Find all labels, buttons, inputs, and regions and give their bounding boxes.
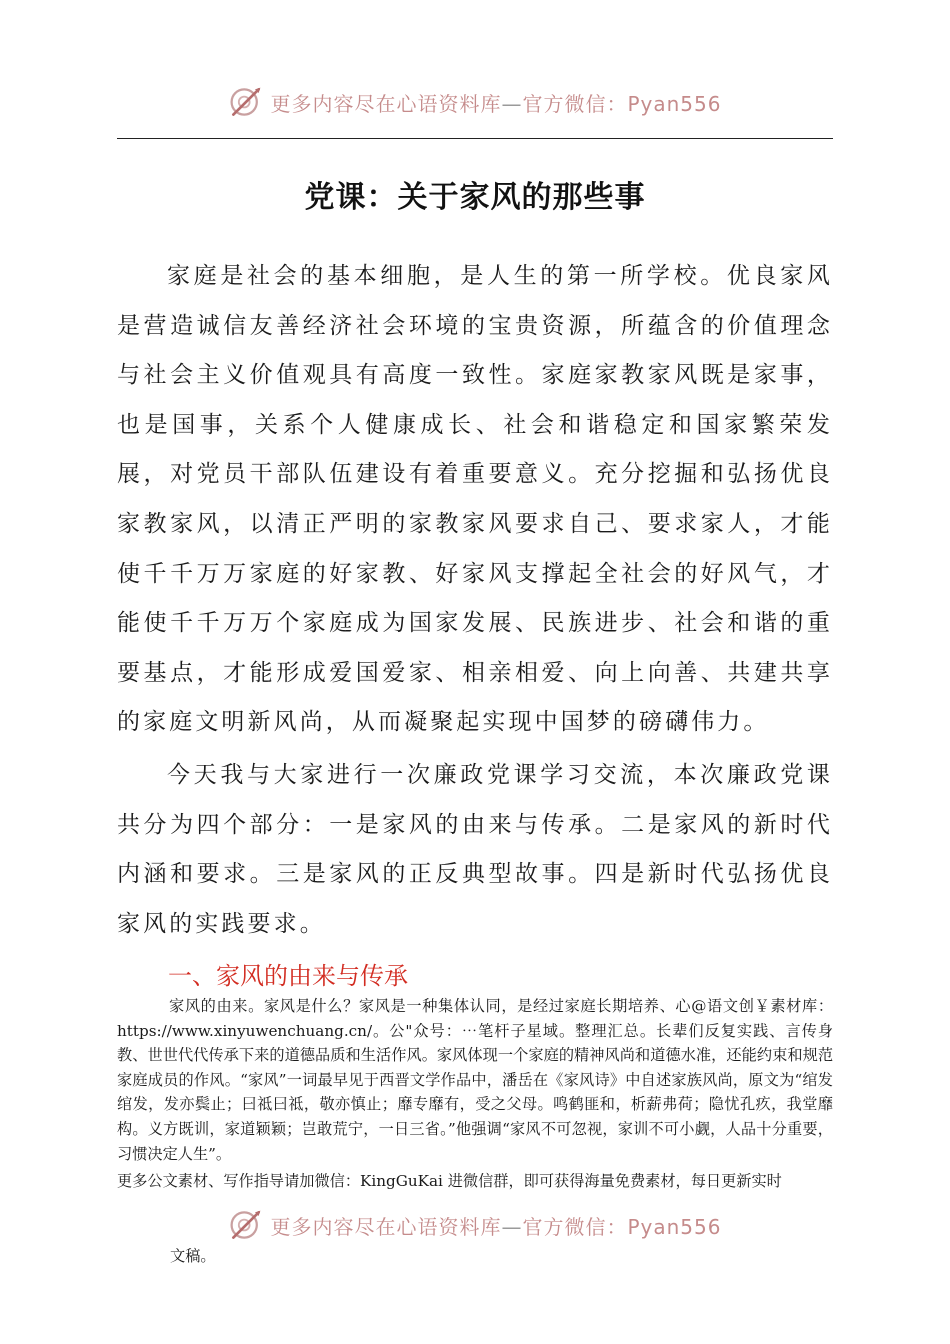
header-watermark — [0, 84, 950, 120]
watermark-text: 更多内容尽在心语资料库—官方微信：Pyan556 — [270, 1214, 722, 1239]
header-divider — [117, 138, 833, 139]
pen-logo-icon — [228, 84, 264, 120]
body-paragraph-2: 今天我与大家进行一次廉政党课学习交流，本次廉政党课共分为四个部分：一是家风的由来与传承。二是家风的新时代内涵和要求。三是家风的正反典型故事。四是新时代弘扬优良家风的实践要求。 — [117, 762, 833, 937]
document-title: 党课：关于家风的那些事 — [304, 180, 646, 215]
promo-line: 更多公文素材、写作指导请加微信：KingGuKai 进微信群，即可获得海量免费素材，每日更新实时 — [117, 1172, 782, 1190]
watermark-text: 更多内容尽在心语资料库—官方微信：Pyan556 — [270, 91, 722, 116]
section-heading: 一、家风的由来与传承 — [168, 962, 408, 990]
section-body: 家风的由来。家风是什么？家风是一种集体认同，是经过家庭长期培养、心@语文创￥素材库：https://www.xinyuwenchuang.cn/。公"众号：⋯笔杆子星域。整理汇总。长辈们反复实践、言传身教、世世代代传承下来的道德品质和生活作风。家风体现一个家庭的精神风尚和道德水准，还能约束和规范家庭成员的作风。“家风”一词最早见于西晋文学作品中，潘岳在《家风诗》中自述家族风尚，原文为“绾发绾发，发亦鬓止；曰祗曰祗，敬亦慎止；靡专靡有，受之父母。鸣鹤匪和，析薪弗荷；隐忧孔疚，我堂靡构。义方既训，家道颖颖；岂敢荒宁，一日三省。”他强调“家风不可忽视，家训不可小觑，人品十分重要，习惯决定人生”。 — [117, 997, 833, 1163]
body-paragraph-1: 家庭是社会的基本细胞，是人生的第一所学校。优良家风是营造诚信友善经济社会环境的宝贵资源，所蕴含的价值理念与社会主义价值观具有高度一致性。家庭家教家风既是家事，也是国事，关系个人健康成长、社会和谐稳定和国家繁荣发展，对党员干部队伍建设有着重要意义。充分挖掘和弘扬优良家教家风，以清正严明的家教家风要求自己、要求家人，才能使千千万万家庭的好家教、好家风支撑起全社会的好风气，才能使千千万万个家庭成为国家发展、民族进步、社会和谐的重要基点，才能形成爱国爱家、相亲相爱、向上向善、共建共享的家庭文明新风尚，从而凝聚起实现中国梦的磅礴伟力。 — [117, 263, 833, 736]
footer-watermark — [0, 1207, 950, 1243]
pen-logo-icon — [228, 1207, 264, 1243]
promo-tail: 文稿。 — [170, 1247, 216, 1265]
